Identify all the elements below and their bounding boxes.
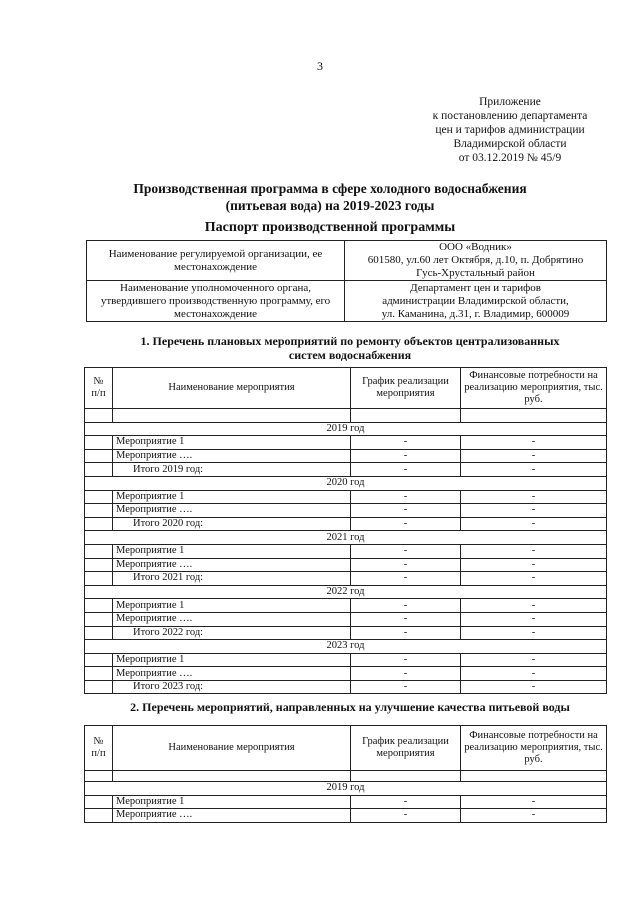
authority-value-cell — [345, 281, 607, 322]
finance-value: - — [461, 449, 607, 463]
finance-value: - — [461, 490, 607, 504]
event-name: Мероприятие 1 — [113, 599, 351, 613]
header-name: Наименование мероприятия — [113, 368, 351, 409]
year-label: 2022 год — [85, 585, 607, 599]
finance-value: - — [461, 653, 607, 667]
schedule-value: - — [351, 599, 461, 613]
event-name: Мероприятие 1 — [113, 795, 351, 809]
title-line: Производственная программа в сфере холодного водоснабжения — [133, 181, 527, 196]
authority-label-cell: Наименование уполномоченного органа, утвердившего производственную программу, его местонахождение — [87, 281, 345, 322]
table-row — [85, 612, 607, 626]
finance-value: - — [461, 599, 607, 613]
authority-name: Департамент цен и тарифов — [410, 281, 541, 294]
header-num: № п/п — [85, 726, 113, 771]
event-name: Мероприятие …. — [113, 449, 351, 463]
title-line: (питьевая вода) на 2019-2023 годы — [225, 198, 435, 213]
schedule-value: - — [351, 626, 461, 640]
event-name: Мероприятие 1 — [113, 436, 351, 450]
year-label: 2021 год — [85, 531, 607, 545]
event-name: Мероприятие 1 — [113, 490, 351, 504]
year-row — [85, 422, 607, 436]
event-name: Мероприятие …. — [113, 504, 351, 518]
event-name: Мероприятие 1 — [113, 544, 351, 558]
table-header-row — [85, 726, 607, 771]
finance-value: - — [461, 795, 607, 809]
year-label: 2019 год — [85, 782, 607, 796]
finance-value: - — [461, 517, 607, 531]
schedule-value: - — [351, 667, 461, 681]
table-header-row — [85, 368, 607, 409]
year-total: Итого 2022 год: — [113, 626, 351, 640]
table-row — [85, 572, 607, 586]
finance-value: - — [461, 558, 607, 572]
year-total: Итого 2019 год: — [113, 463, 351, 477]
org-address: 601580, ул.60 лет Октября, д.10, п. Добрятино — [367, 254, 584, 266]
table-row — [85, 449, 607, 463]
table-row — [87, 241, 607, 281]
schedule-value: - — [351, 558, 461, 572]
table-row — [85, 490, 607, 504]
event-name: Мероприятие …. — [113, 667, 351, 681]
header-schedule: График реализации мероприятия — [351, 368, 461, 409]
schedule-value: - — [351, 463, 461, 477]
year-label: 2019 год — [85, 422, 607, 436]
year-total: Итого 2023 год: — [113, 680, 351, 694]
header-finance: Финансовые потребности на реализацию мероприятия, тыс. руб. — [461, 368, 607, 409]
table-row — [85, 504, 607, 518]
schedule-value: - — [351, 795, 461, 809]
section-heading-line: систем водоснабжения — [288, 348, 412, 362]
finance-value: - — [461, 436, 607, 450]
section-heading-line: 1. Перечень плановых мероприятий по ремонту объектов централизованных — [140, 334, 560, 348]
org-name: ООО «Водник» — [439, 241, 512, 253]
year-row — [85, 585, 607, 599]
schedule-value: - — [351, 490, 461, 504]
finance-value: - — [461, 809, 607, 823]
table-row — [87, 281, 607, 322]
table-row — [85, 653, 607, 667]
table-row — [85, 771, 607, 782]
year-label: 2020 год — [85, 476, 607, 490]
year-total: Итого 2021 год: — [113, 572, 351, 586]
appendix-line: Приложение — [479, 96, 541, 108]
header-name: Наименование мероприятия — [113, 726, 351, 771]
table-row — [85, 667, 607, 681]
section1-heading — [80, 334, 620, 362]
document-title — [80, 180, 580, 214]
passport-table — [86, 240, 607, 322]
repair-events-table — [84, 367, 607, 694]
passport-title: Паспорт производственной программы — [204, 220, 456, 235]
org-address: Гусь-Хрустальный район — [416, 267, 535, 279]
org-label-cell: Наименование регулируемой организации, ее местонахождение — [87, 241, 345, 281]
appendix-block — [395, 95, 625, 165]
schedule-value: - — [351, 436, 461, 450]
schedule-value: - — [351, 680, 461, 694]
finance-value: - — [461, 572, 607, 586]
appendix-line: к постановлению департамента — [432, 110, 588, 122]
event-name: Мероприятие …. — [113, 809, 351, 823]
finance-value: - — [461, 667, 607, 681]
header-finance: Финансовые потребности на реализацию мероприятия, тыс. руб. — [461, 726, 607, 771]
table-row — [85, 409, 607, 423]
year-row — [85, 531, 607, 545]
page-number: 3 — [317, 59, 323, 73]
event-name: Мероприятие …. — [113, 558, 351, 572]
year-row — [85, 782, 607, 796]
event-name: Мероприятие 1 — [113, 653, 351, 667]
table-row — [85, 517, 607, 531]
section2-heading: 2. Перечень мероприятий, направленных на улучшение качества питьевой воды — [130, 700, 570, 714]
schedule-value: - — [351, 809, 461, 823]
year-row — [85, 476, 607, 490]
quality-events-table — [84, 725, 607, 823]
appendix-line: от 03.12.2019 № 45/9 — [458, 152, 562, 164]
table-row — [85, 626, 607, 640]
authority-address: ул. Каманина, д.31, г. Владимир, 600009 — [381, 307, 570, 320]
year-total: Итого 2020 год: — [113, 517, 351, 531]
header-schedule: График реализации мероприятия — [351, 726, 461, 771]
table-row — [85, 558, 607, 572]
table-row — [85, 599, 607, 613]
table-row — [85, 544, 607, 558]
finance-value: - — [461, 463, 607, 477]
schedule-value: - — [351, 544, 461, 558]
schedule-value: - — [351, 449, 461, 463]
appendix-line: Владимирской области — [453, 138, 567, 150]
finance-value: - — [461, 612, 607, 626]
year-label: 2023 год — [85, 640, 607, 654]
header-num: № п/п — [85, 368, 113, 409]
org-value-cell — [345, 241, 607, 281]
table-row — [85, 680, 607, 694]
schedule-value: - — [351, 653, 461, 667]
schedule-value: - — [351, 517, 461, 531]
schedule-value: - — [351, 572, 461, 586]
finance-value: - — [461, 504, 607, 518]
table-row — [85, 809, 607, 823]
finance-value: - — [461, 626, 607, 640]
table-row — [85, 795, 607, 809]
event-name: Мероприятие …. — [113, 612, 351, 626]
finance-value: - — [461, 680, 607, 694]
table-row — [85, 463, 607, 477]
schedule-value: - — [351, 612, 461, 626]
schedule-value: - — [351, 504, 461, 518]
appendix-line: цен и тарифов администрации — [435, 124, 585, 136]
year-row — [85, 640, 607, 654]
authority-name: администрации Владимирской области, — [382, 294, 569, 307]
table-row — [85, 436, 607, 450]
finance-value: - — [461, 544, 607, 558]
